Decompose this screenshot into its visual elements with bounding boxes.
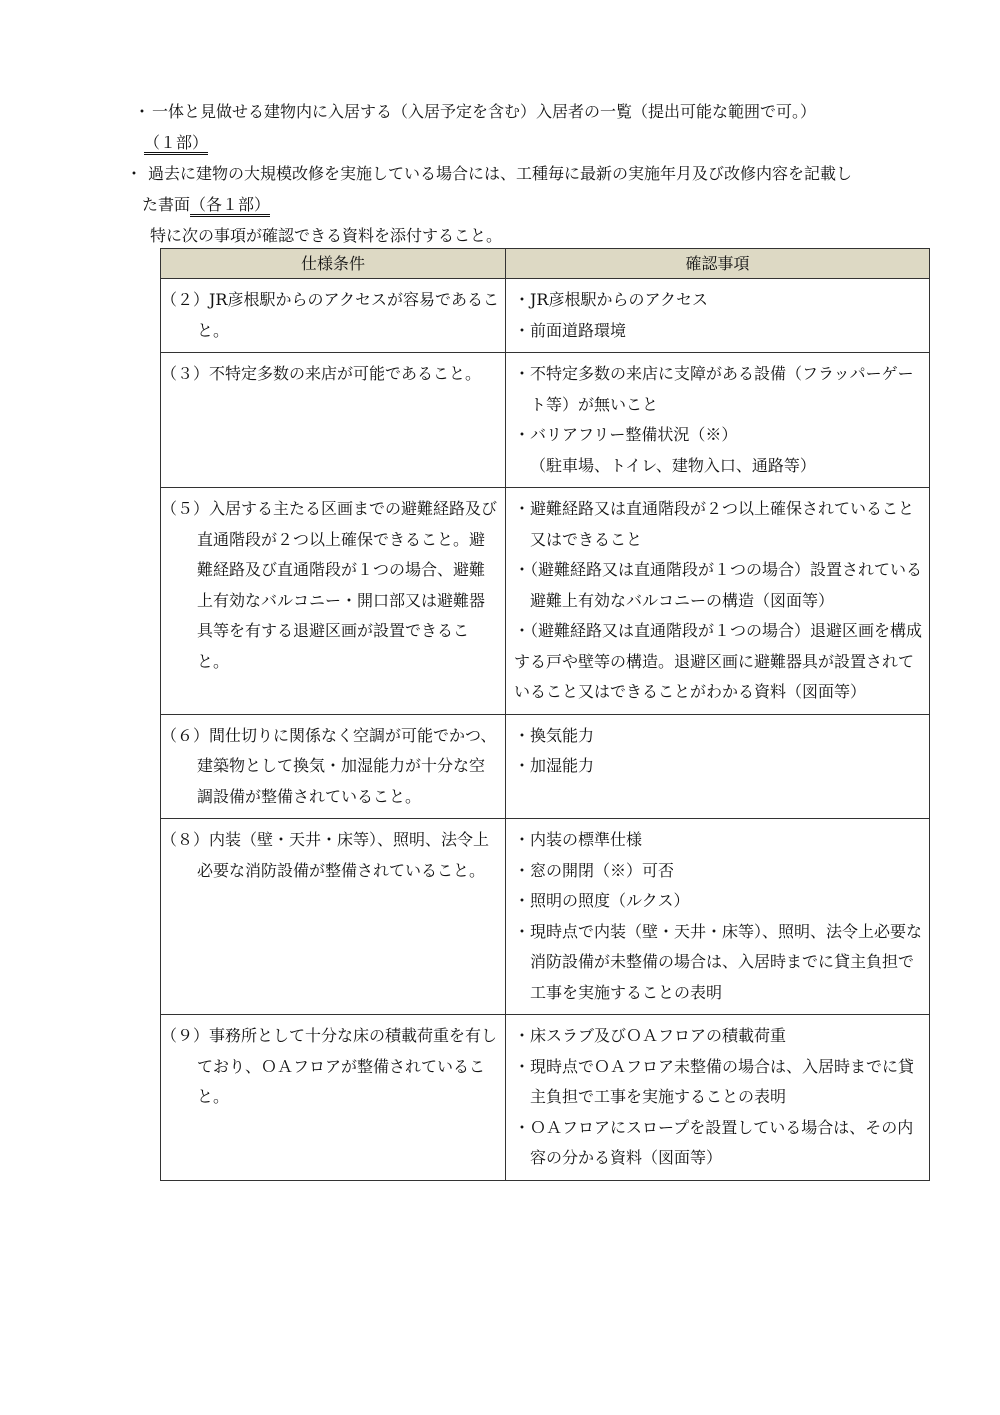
check-item: ・現時点で内装（壁・天井・床等）、照明、法令上必要な消防設備が未整備の場合は、入居時までに貸主負担で工事を実施することの表明 [514, 921, 923, 1002]
bullet-1-text: 一体と見做せる建物内に入居する（入居予定を含む）入居者の一覧（提出可能な範囲で可。） [152, 102, 817, 121]
check-item: ・前面道路環境 [514, 320, 627, 340]
check-item: ・バリアフリー整備状況（※） [514, 425, 738, 444]
check-note: ・（避難経路又は直通階段が１つの場合）退避区画を構成する戸や壁等の構造。退避区画に避難器具が設置されていること又はできることがわかる資料（図面等） [514, 621, 923, 701]
bullet-2 [126, 162, 852, 186]
attachment-note: 特に次の事項が確認できる資料を添付すること。 [150, 226, 503, 245]
check-item: ・換気能力 [514, 725, 595, 745]
table-row [161, 1015, 930, 1181]
spec-table [160, 248, 930, 1181]
table-row [161, 488, 930, 715]
check-item: ・床スラブ及びＯＡフロアの積載荷重 [514, 1026, 787, 1045]
check-note: （駐車場、トイレ、建物入口、通路等） [530, 455, 816, 475]
check-item: ・照明の照度（ルクス） [514, 891, 690, 910]
check-item: ・ＯＡフロアにスロープを設置している場合は、その内容の分かる資料（図面等） [514, 1117, 914, 1167]
check-item: ・現時点でＯＡフロア未整備の場合は、入居時までに貸主負担で工事を実施することの表明 [514, 1056, 915, 1106]
header-condition: 仕様条件 [161, 249, 506, 279]
check-item: ・内装の標準仕様 [514, 830, 643, 849]
bullet-1 [134, 100, 816, 124]
table-row [161, 819, 930, 1015]
row-condition: （２）JR彦根駅からのアクセスが容易であること。 [161, 290, 499, 340]
bullet-2-text-line1: 過去に建物の大規模改修を実施している場合には、工種毎に最新の実施年月及び改修内容を記載し [148, 164, 853, 183]
row-condition: （３）不特定多数の来店が可能であること。 [161, 364, 482, 383]
row-condition: （６）間仕切りに関係なく空調が可能でかつ、建築物として換気・加湿能力が十分な空調設備が整備されていること。 [161, 725, 497, 806]
row-condition: （８）内装（壁・天井・床等）、照明、法令上必要な消防設備が整備されていること。 [161, 830, 490, 880]
bullet-1-quantity: （１部） [144, 133, 208, 155]
table-row [161, 353, 930, 488]
table-row [161, 279, 930, 353]
check-item: ・加湿能力 [514, 756, 595, 775]
check-item: ・（避難経路又は直通階段が１つの場合）設置されている避難上有効なバルコニーの構造（図面等） [514, 560, 923, 610]
table-row [161, 714, 930, 819]
check-item: ・JR彦根駅からのアクセス [514, 290, 708, 309]
header-check: 確認事項 [506, 249, 930, 279]
check-item: ・窓の開閉（※）可否 [514, 860, 675, 880]
bullet-1-quantity-line [144, 131, 208, 155]
bullet-2-mark: ・ [126, 164, 143, 183]
row-condition: （９）事務所として十分な床の積載荷重を有しており、ＯＡフロアが整備されていること。 [161, 1026, 498, 1106]
bullet-2-text-line2: た書面 [142, 195, 191, 214]
bullet-2-continuation [142, 193, 270, 217]
bullet-2-quantity: （各１部） [190, 195, 270, 217]
check-item: ・避難経路又は直通階段が２つ以上確保されていること又はできること [514, 499, 915, 549]
row-condition: （５）入居する主たる区画までの避難経路及び直通階段が２つ以上確保できること。避難経路及び直通階段が１つの場合、避難上有効なバルコニー・開口部又は避難器具等を有する退避区画が設置できること。 [161, 499, 498, 671]
bullet-1-mark: ・ [134, 102, 151, 121]
check-item: ・不特定多数の来店に支障がある設備（フラッパーゲート等）が無いこと [514, 364, 914, 414]
table-header-row [161, 249, 930, 279]
